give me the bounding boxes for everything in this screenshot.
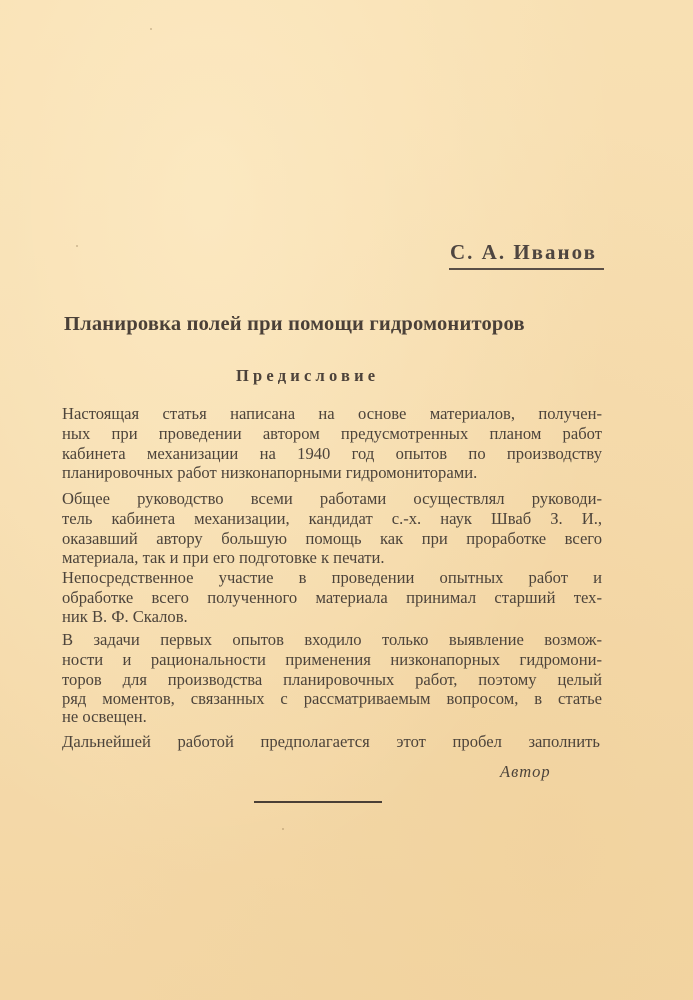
author-underline [449,268,604,270]
text-line: ник В. Ф. Скалов. [62,607,188,626]
text-line: Общее руководство всеми работами осуществлял руководи- [62,489,602,508]
text-line: ности и рациональности применения низконапорных гидромони- [62,650,602,669]
section-heading: Предисловие [236,366,380,385]
text-line: Непосредственное участие в проведении опытных работ и [62,568,602,587]
text-line: Настоящая статья написана на основе материалов, получен- [62,404,602,423]
text-line: ных при проведении автором предусмотренных планом работ [62,424,602,443]
text-line: обработке всего полученного материала принимал старший тех- [62,588,602,607]
text-line: кабинета механизации на 1940 год опытов по производству [62,444,602,463]
paper-speck [76,245,78,247]
text-line: В задачи первых опытов входило только выявление возмож- [62,630,602,649]
text-line: материала, так и при его подготовке к печати. [62,548,385,567]
text-line: планировочных работ низконапорными гидромониторами. [62,463,478,482]
text-line: тель кабинета механизации, кандидат с.-х. наук Шваб З. И., [62,509,602,528]
text-line: торов для производства планировочных работ, поэтому целый [62,670,602,689]
author-name: С. А. Иванов [450,240,597,264]
text-line: не освещен. [62,707,147,726]
signature: Автор [500,762,551,781]
article-title: Планировка полей при помощи гидромониторов [64,313,525,335]
text-line: оказавший автору большую помощь как при проработке всего [62,529,602,548]
paper-speck [282,828,284,830]
end-rule-divider [254,801,382,803]
paper-speck [150,28,152,30]
text-line: Дальнейшей работой предполагается этот пробел заполнить [62,732,600,751]
text-line: ряд моментов, связанных с рассматриваемым вопросом, в статье [62,689,602,708]
